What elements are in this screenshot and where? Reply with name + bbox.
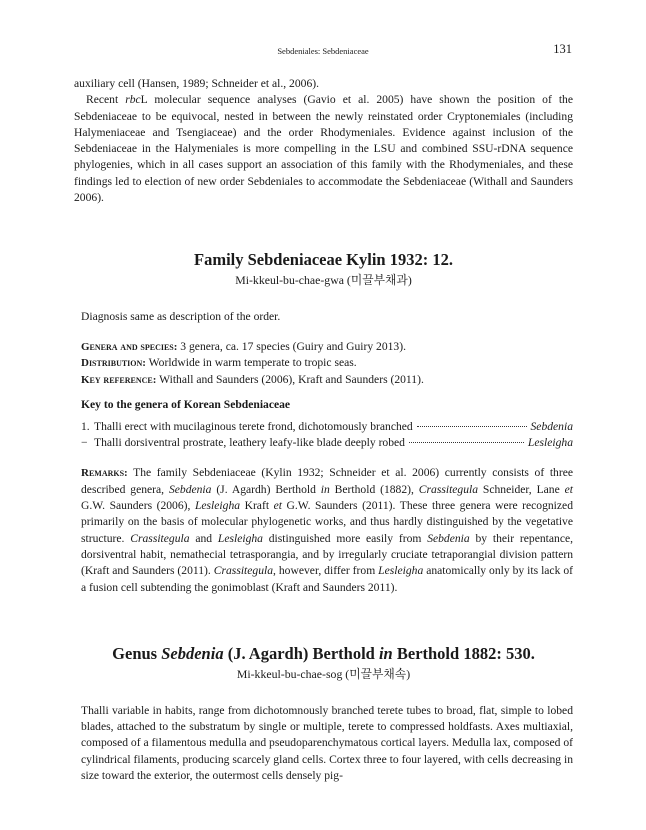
italic-text: et — [564, 482, 573, 496]
text-span: distinguished more easily from — [262, 531, 428, 545]
text-span: by their repentance, dorsiventral habit, nemathecial tetrasporangia, and by irregularly cruciate tetraporangial division pattern (Kraft and Saunders (2011). — [81, 531, 574, 578]
intro-paragraph-2 — [74, 92, 573, 206]
identification-key — [74, 419, 573, 451]
key-result: Sebdenia — [530, 420, 573, 434]
key-number: 1. — [81, 420, 90, 434]
key-text: Thalli erect with mucilaginous terete frond, dichotomously branched — [94, 420, 413, 434]
italic-text: et — [273, 499, 282, 513]
taxon-name: Sebdenia — [427, 531, 470, 545]
text-span: and — [189, 531, 218, 545]
italic-text: in — [378, 643, 393, 663]
text-span: Schneider, Lane — [478, 482, 565, 496]
taxon-name: Crassitegula — [213, 564, 274, 578]
family-metadata — [74, 339, 573, 389]
text-span: Berthold 1882: 530. — [392, 643, 535, 663]
taxon-name: Crassitegula — [418, 482, 479, 496]
text-span: L molecular sequence analyses (Gavio et al. 2005) have shown the position of the Sebdeniaceae to be equivocal, nested in between the newly reinstated order Cryptonemiales (including Halymeniaceae and Tsengiaceae) and the order Rhodymeniales. Evidence against inclusion of the Sebdeniaceae in the Halymeniales is more compelling in the LSU and combined SSU-rDNA sequence phylogenies, which in all cases support an association of this family with the Rhodymeniales, and these findings led to election of new order Sebdeniales to accommodate the Sebdeniaceae (Withall and Saunders 2006). — [74, 93, 573, 205]
text-span: (J. Agardh) Berthold — [223, 643, 379, 663]
key-row — [81, 419, 573, 435]
taxon-name: Lesleigha — [194, 499, 241, 513]
taxon-name: Sebdenia — [168, 482, 212, 496]
genus-vernacular-name: Mi-kkeul-bu-chae-sog (미끌부채속) — [236, 666, 411, 681]
text-span: Genus — [112, 643, 162, 663]
genus-heading — [74, 644, 573, 664]
key-reference-line — [81, 372, 573, 389]
text-span: Recent — [86, 93, 126, 107]
remarks-paragraph — [74, 465, 573, 595]
genera-label: Genera and species: — [81, 340, 178, 353]
distribution-line — [81, 355, 573, 372]
distribution-text: Worldwide in warm temperate to tropic seas. — [145, 356, 357, 370]
gene-name: rbc — [125, 93, 141, 107]
running-head: Sebdeniales: Sebdeniaceae — [277, 46, 369, 56]
text-span: (J. Agardh) Berthold — [211, 482, 321, 496]
distribution-label: Distribution: — [81, 357, 146, 370]
text-span: anatomically only by its lack of a fusion cell subtending the gonimoblast (Kraft and Saunders 2011). — [81, 564, 573, 594]
key-reference-label: Key reference: — [81, 373, 157, 386]
remarks-label: Remarks: — [81, 467, 128, 480]
family-heading: Family Sebdeniaceae Kylin 1932: 12. — [194, 250, 453, 270]
taxon-name: Lesleigha — [378, 564, 424, 578]
key-text: Thalli dorsiventral prostrate, leathery leafy-like blade deeply robed — [94, 436, 405, 450]
italic-text: in — [320, 482, 330, 496]
key-row — [81, 435, 573, 451]
text-span: The family Sebdeniaceae (Kylin 1932; Schneider et al. 2006) currently consists of three described genera, — [81, 466, 573, 496]
key-reference-text: Withall and Saunders (2006), Kraft and Saunders (2011). — [156, 372, 424, 386]
text-span: G.W. Saunders (2011). These three genera were recognized primarily on the basis of molecular phylogenetic works, and thus hardly distinguished by the vegetative structure. — [81, 499, 573, 545]
intro-paragraph-1: auxiliary cell (Hansen, 1989; Schneider et al., 2006). — [74, 77, 320, 90]
genera-species-line — [81, 339, 573, 356]
key-result: Lesleigha — [527, 436, 573, 450]
text-span: G.W. Saunders (2006), — [81, 499, 195, 513]
page-body — [74, 76, 573, 784]
taxon-name: Crassitegula — [130, 531, 190, 545]
key-title: Key to the genera of Korean Sebdeniaceae — [81, 398, 291, 412]
text-span: Kraft — [240, 499, 274, 513]
page-header — [0, 42, 646, 58]
family-vernacular-name: Mi-kkeul-bu-chae-gwa (미끌부채과) — [235, 273, 412, 288]
dot-leader — [409, 442, 524, 443]
text-span: Berthold (1882), — [329, 482, 419, 496]
genera-text: 3 genera, ca. 17 species (Guiry and Guiry 2013). — [177, 339, 406, 353]
genus-description: Thalli variable in habits, range from dichotomnously branched terete tubes to broad, flat, simple to lobed blades, attached to the substratum by single or multiple, terete to compressed holdfasts. Axes multiaxial, composed of a filamentous medulla and pseudoparenchymatous cortical layers. Medulla lax, composed of cylindrical filaments, producing scarcely gland cells. Cortex three to four layered, with cells decreasing in size toward the exterior, the outermost cells densely pig- — [81, 703, 573, 783]
page-number: 131 — [553, 42, 572, 56]
text-span: , however, differ from — [273, 564, 379, 578]
taxon-name: Sebdenia — [161, 643, 224, 663]
key-number: − — [81, 436, 88, 450]
diagnosis: Diagnosis same as description of the order. — [81, 310, 281, 324]
taxon-name: Lesleigha — [217, 531, 263, 545]
dot-leader — [417, 426, 527, 427]
